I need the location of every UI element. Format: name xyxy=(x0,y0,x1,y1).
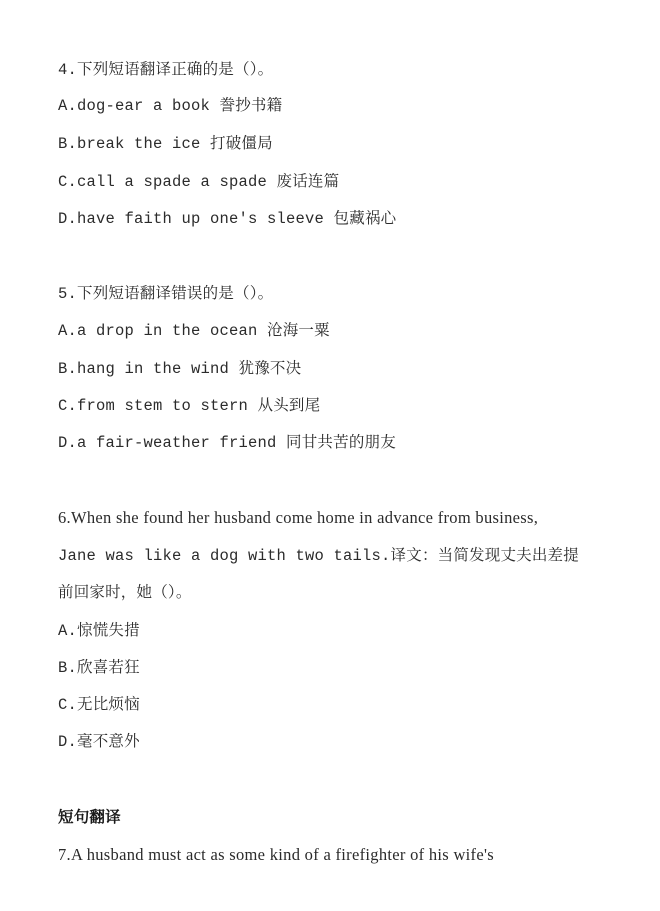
question-6-stem-line-3: 前回家时，她（）。 xyxy=(58,584,192,602)
question-4-option-a: A.dog-ear a book 誊抄书籍 xyxy=(58,97,283,115)
question-5-option-d: D.a fair-weather friend 同甘共苦的朋友 xyxy=(58,434,396,452)
question-4-option-c: C.call a spade a spade 废话连篇 xyxy=(58,173,340,191)
question-7-stem: 7.A husband must act as some kind of a firefighter of his wife's xyxy=(58,845,494,864)
question-5-stem: 5.下列短语翻译错误的是（）。 xyxy=(58,285,274,303)
question-5-option-b: B.hang in the wind 犹豫不决 xyxy=(58,360,302,378)
question-6-option-c: C.无比烦恼 xyxy=(58,696,140,714)
question-4-option-b: B.break the ice 打破僵局 xyxy=(58,135,273,153)
question-5-option-a: A.a drop in the ocean 沧海一粟 xyxy=(58,322,330,340)
question-5-option-c: C.from stem to stern 从头到尾 xyxy=(58,397,321,415)
question-6-option-b: B.欣喜若狂 xyxy=(58,659,140,677)
question-6-stem-line-2: Jane was like a dog with two tails.译文：当简发现丈夫出差提 xyxy=(58,547,579,565)
question-4-option-d: D.have faith up one's sleeve 包藏祸心 xyxy=(58,210,397,228)
question-4-stem: 4.下列短语翻译正确的是（）。 xyxy=(58,61,274,79)
question-6-option-d: D.毫不意外 xyxy=(58,733,140,751)
section-heading: 短句翻译 xyxy=(58,808,121,826)
question-6-option-a: A.惊慌失措 xyxy=(58,622,140,640)
question-6-stem-line-1: 6.When she found her husband come home in advance from business, xyxy=(58,508,539,527)
